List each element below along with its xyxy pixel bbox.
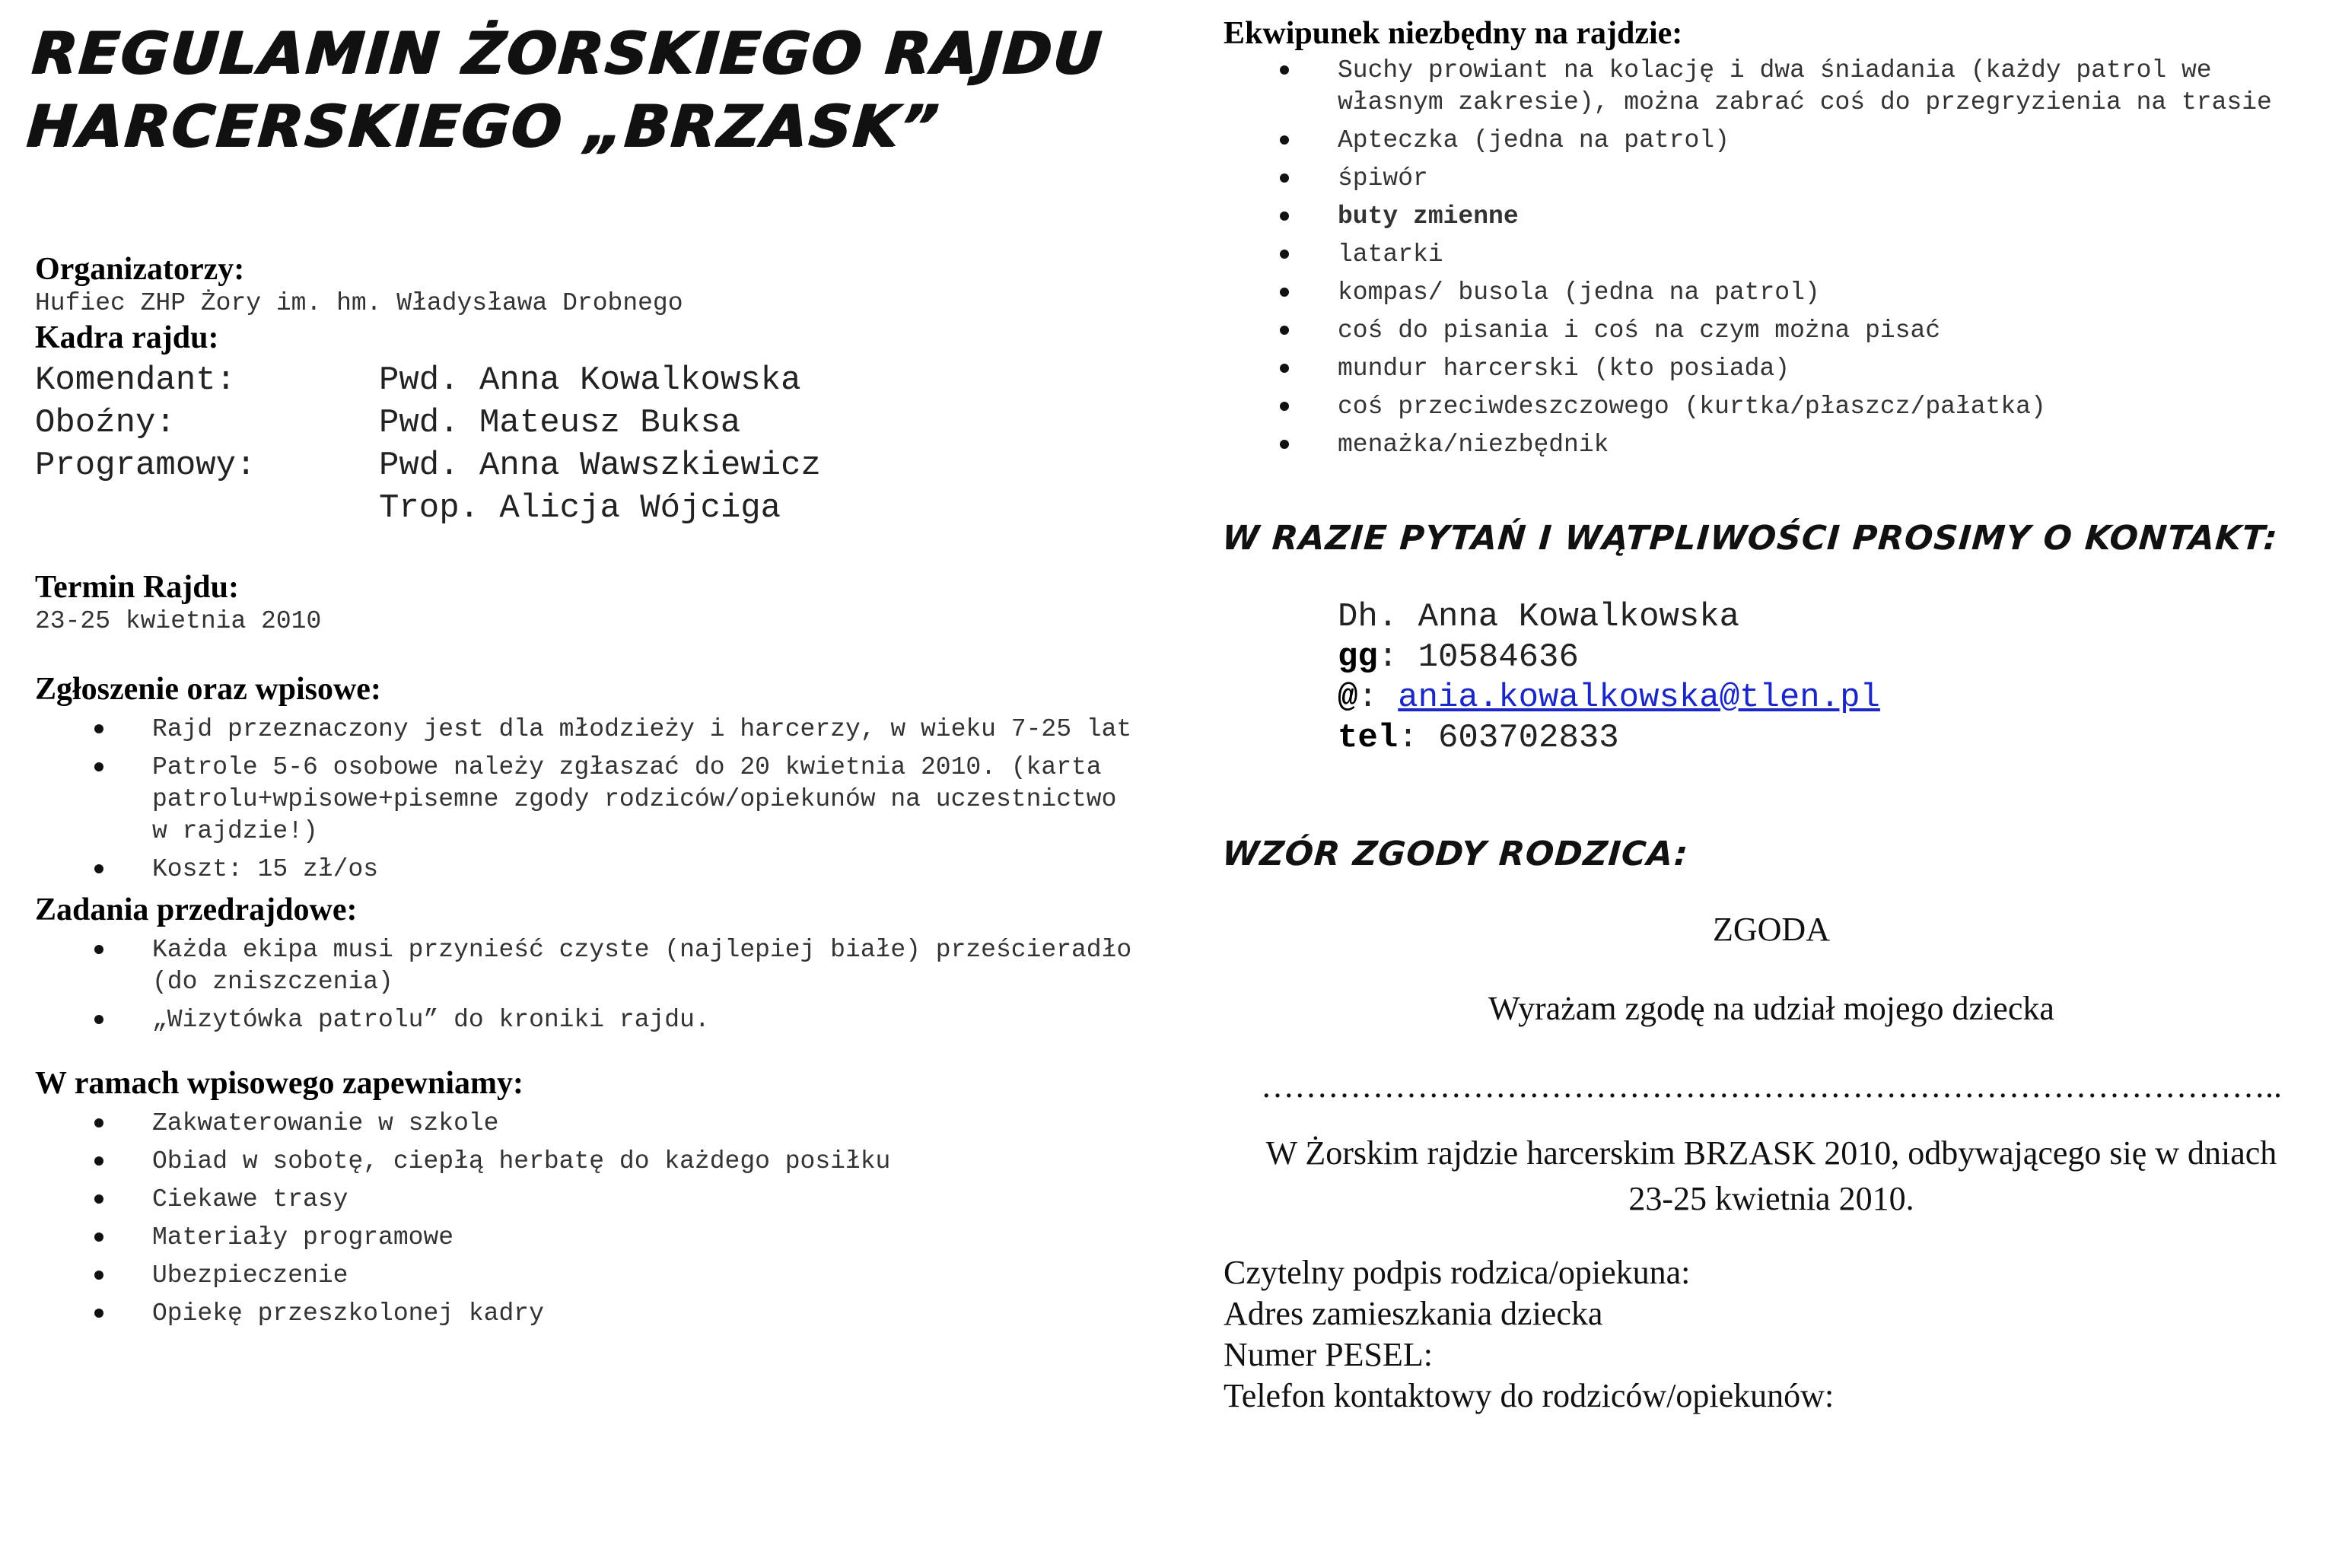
staff-name: Trop. Alicja Wójciga: [379, 489, 781, 527]
list-item: coś przeciwdeszczowego (kurtka/płaszcz/pałatka): [1224, 391, 2319, 423]
organizers-text: Hufiec ZHP Żory im. hm. Władysława Drobnego: [35, 289, 683, 317]
list-item: latarki: [1224, 239, 2319, 271]
staff-heading: Kadra rajdu:: [35, 320, 219, 355]
list-item: Koszt: 15 zł/os: [35, 854, 1146, 886]
list-item: „Wizytówka patrolu” do kroniki rajdu.: [35, 1004, 1146, 1036]
email-separator: :: [1357, 679, 1399, 717]
consent-dots: ………………………………………………………………………………..: [1261, 1067, 2282, 1105]
staff-row: [35, 402, 1146, 444]
provide-heading: W ramach wpisowego zapewniamy:: [35, 1066, 524, 1101]
provide-list: [35, 1108, 1146, 1330]
equipment-heading: Ekwipunek niezbędny na rajdzie:: [1224, 16, 1683, 51]
list-item: Patrole 5-6 osobowe należy zgłaszać do 20 kwietnia 2010. (karta patrolu+wpisowe+pisemne zgody rodziców/opiekunów na uczestnictwo w rajdzie!): [35, 752, 1146, 848]
tasks-heading: Zadania przedrajdowe:: [35, 892, 358, 927]
list-item: coś do pisania i coś na czym można pisać: [1224, 315, 2319, 347]
consent-line-2: W Żorskim rajdzie harcerskim BRZASK 2010, odbywającego się w dniach: [1265, 1134, 2277, 1172]
date-text: 23-25 kwietnia 2010: [35, 607, 322, 635]
form-field-pesel: Numer PESEL:: [1224, 1336, 1433, 1373]
staff-role: Programowy:: [35, 447, 256, 485]
staff-list: [35, 359, 1146, 530]
list-item: Opiekę przeszkolonej kadry: [35, 1298, 1146, 1330]
staff-role: [35, 487, 379, 530]
email-label: @: [1338, 679, 1358, 717]
gg-number: : 10584636: [1377, 638, 1579, 676]
form-field-phone: Telefon kontaktowy do rodziców/opiekunów:: [1224, 1377, 1835, 1414]
equipment-list: [1224, 55, 2319, 461]
contact-email: [1338, 678, 2319, 718]
form-fields: [1224, 1252, 2319, 1417]
consent-heading: WZÓR ZGODY RODZICA:: [1220, 835, 1690, 873]
list-item: śpiwór: [1224, 163, 2319, 195]
contact-name: Dh. Anna Kowalkowska: [1338, 598, 1740, 636]
consent-line-3: 23-25 kwietnia 2010.: [1628, 1180, 1914, 1217]
left-column: [24, 0, 1146, 1336]
list-item: menażka/niezbędnik: [1224, 429, 2319, 461]
contact-gg: [1338, 638, 2319, 678]
gg-label: gg: [1338, 638, 1378, 676]
list-item: Ubezpieczenie: [35, 1260, 1146, 1292]
staff-name: Pwd. Mateusz Buksa: [379, 404, 741, 442]
staff-name: Pwd. Anna Wawszkiewicz: [379, 447, 821, 485]
staff-row: [35, 444, 1146, 487]
tasks-list: [35, 934, 1146, 1036]
list-item: Apteczka (jedna na patrol): [1224, 125, 2319, 157]
staff-role: Oboźny:: [35, 404, 176, 442]
document-title: [25, 17, 1146, 163]
list-item: buty zmienne: [1224, 201, 2319, 233]
list-item: Każda ekipa musi przynieść czyste (najlepiej białe) prześcieradło (do zniszczenia): [35, 934, 1146, 998]
staff-row: [35, 359, 1146, 402]
organizers-heading: Organizatorzy:: [35, 252, 245, 287]
contact-block: [1338, 597, 2319, 759]
list-item: mundur harcerski (kto posiada): [1224, 353, 2319, 385]
tel-number: : 603702833: [1398, 719, 1619, 757]
right-column: [1220, 0, 2319, 1417]
contact-heading: W RAZIE PYTAŃ I WĄTPLIWOŚCI PROSIMY O KONTAKT:: [1220, 519, 2280, 558]
consent-title: ZGODA: [1713, 911, 1830, 948]
staff-row: [35, 487, 1146, 530]
consent-line-1: Wyrażam zgodę na udział mojego dziecka: [1488, 990, 2054, 1027]
registration-heading: Zgłoszenie oraz wpisowe:: [35, 672, 381, 707]
registration-list: [35, 714, 1146, 886]
contact-tel: [1338, 718, 2319, 759]
list-item: kompas/ busola (jedna na patrol): [1224, 277, 2319, 309]
list-item: Materiały programowe: [35, 1222, 1146, 1254]
list-item: Zakwaterowanie w szkole: [35, 1108, 1146, 1140]
staff-role: Komendant:: [35, 361, 237, 399]
list-item: Ciekawe trasy: [35, 1184, 1146, 1216]
form-field-address: Adres zamieszkania dziecka: [1224, 1295, 1603, 1332]
tel-label: tel: [1338, 719, 1399, 757]
list-item: Suchy prowiant na kolację i dwa śniadania (każdy patrol we własnym zakresie), można zabrać coś do przegryzienia na trasie: [1224, 55, 2319, 119]
title-line-2: HARCERSKIEGO „BRZASK”: [24, 92, 943, 160]
email-link[interactable]: ania.kowalkowska@tlen.pl: [1398, 679, 1880, 717]
list-item: Obiad w sobotę, ciepłą herbatę do każdego posiłku: [35, 1146, 1146, 1178]
title-line-1: REGULAMIN ŻORSKIEGO RAJDU: [30, 19, 1106, 87]
form-field-signature: Czytelny podpis rodzica/opiekuna:: [1224, 1254, 1691, 1291]
staff-name: Pwd. Anna Kowalkowska: [379, 361, 801, 399]
date-heading: Termin Rajdu:: [35, 570, 239, 605]
list-item: Rajd przeznaczony jest dla młodzieży i harcerzy, w wieku 7-25 lat: [35, 714, 1146, 746]
